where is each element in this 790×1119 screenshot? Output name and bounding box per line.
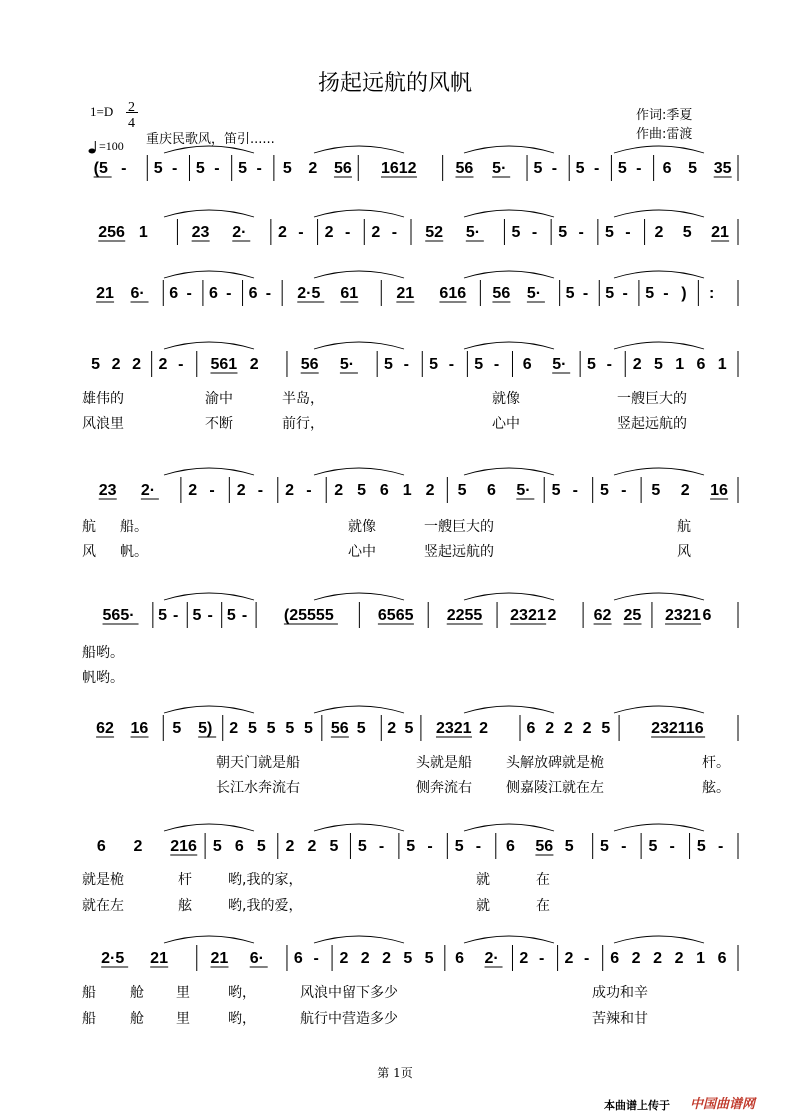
note: 5 — [172, 720, 182, 737]
note: (5 — [93, 160, 108, 177]
note: 23 — [98, 482, 117, 499]
lyric-line: 就是桅 — [82, 872, 124, 888]
note: 2 — [653, 950, 663, 967]
slur-tie — [464, 342, 554, 349]
note: 2 — [632, 356, 642, 373]
slur-tie — [464, 271, 554, 278]
note: 2 — [334, 482, 344, 499]
lyric-line: 渝中 — [205, 391, 233, 407]
note: 5 — [604, 224, 614, 241]
note: 6 — [717, 950, 727, 967]
note: 2· — [232, 224, 247, 241]
note: - — [403, 356, 409, 373]
site-logo: 中国曲谱网 — [690, 1097, 756, 1112]
lyric-line: 里 — [176, 1011, 190, 1027]
lyric-line: 竖起远航的 — [617, 416, 687, 432]
note: 5 — [384, 356, 393, 373]
note: 5 — [424, 950, 434, 967]
note: 2255 — [446, 607, 483, 624]
note: 5 — [645, 285, 655, 302]
note: - — [475, 838, 482, 855]
note: 2 — [229, 720, 239, 737]
note: : — [709, 285, 715, 302]
style-note: 重庆民歌风，笛引...... — [146, 132, 275, 147]
note: - — [298, 224, 304, 241]
note: 6 — [293, 950, 303, 967]
note: 6 — [662, 160, 672, 177]
note: 2 — [563, 720, 573, 737]
note: 5 — [688, 160, 698, 177]
note: 2 — [371, 224, 381, 241]
note: 6 — [702, 607, 712, 624]
slur-tie — [314, 824, 404, 831]
note: 2321 — [435, 720, 472, 737]
note: 5 — [653, 356, 663, 373]
slur-tie — [614, 593, 704, 600]
note: 5 — [192, 607, 202, 624]
note: 565· — [102, 607, 135, 624]
slur-tie — [614, 342, 704, 349]
note: 6 — [208, 285, 218, 302]
note: 2 — [425, 482, 435, 499]
lyric-line: 哟， — [228, 985, 256, 1001]
note: 1 — [696, 950, 706, 967]
note: 6 — [169, 285, 179, 302]
note: 2 — [285, 838, 295, 855]
note: 2 — [307, 838, 317, 855]
note: 5 — [617, 160, 627, 177]
note: - — [584, 950, 590, 967]
slur-tie — [464, 210, 554, 217]
note: 5 — [575, 160, 585, 177]
note: 2 — [631, 950, 641, 967]
note: 2321 — [510, 607, 546, 624]
lyric-line: 长江水奔流右 — [216, 780, 300, 796]
note: 5 — [329, 838, 339, 855]
lyric-line: 哟,我的爱， — [228, 898, 303, 914]
tempo-marking: =100 — [99, 139, 124, 153]
note: - — [178, 356, 184, 373]
note: 6 — [526, 720, 536, 737]
note: 1612 — [380, 160, 417, 177]
note: - — [121, 160, 127, 177]
slur-tie — [614, 210, 704, 217]
lyric-line: 哟， — [228, 1011, 256, 1027]
note: 5 — [404, 720, 414, 737]
slur-tie — [464, 706, 554, 713]
note: - — [538, 950, 545, 967]
note: 5 — [511, 224, 521, 241]
note: 5 — [605, 285, 615, 302]
note: 5 — [696, 838, 706, 855]
slur-tie — [464, 468, 554, 475]
lyric-line: 风浪中留下多少 — [300, 985, 398, 1001]
lyric-line: 半岛， — [282, 391, 324, 407]
note: 5· — [465, 224, 481, 241]
note: 2 — [249, 356, 259, 373]
slur-tie — [314, 271, 404, 278]
note: 5 — [256, 838, 266, 855]
slur-tie — [314, 936, 404, 943]
note: 2 — [654, 224, 664, 241]
lyric-line: 一艘巨大的 — [424, 519, 494, 535]
note: 2 — [382, 950, 391, 967]
note: 1 — [675, 356, 685, 373]
note: - — [448, 356, 455, 373]
note: 5 — [403, 950, 413, 967]
note: 5 — [247, 720, 257, 737]
note: 56 — [300, 356, 319, 373]
note: - — [593, 160, 600, 177]
note: 2 — [564, 950, 574, 967]
note: 2 — [236, 482, 246, 499]
slur-tie — [314, 593, 404, 600]
slur-tie — [164, 210, 254, 217]
lyric-line: 就 — [476, 872, 490, 888]
lyric-line: 哟,我的家， — [228, 872, 303, 888]
note: - — [209, 482, 215, 499]
note: 6 — [455, 950, 465, 967]
note: 56 — [455, 160, 474, 177]
lyric-line: 就像 — [348, 519, 376, 535]
lyric-line: 头解放碑就是桅 — [506, 755, 604, 771]
note: - — [378, 838, 385, 855]
note: 2 — [582, 720, 592, 737]
note: 62 — [96, 720, 114, 737]
note: - — [582, 285, 589, 302]
note: 5 — [601, 720, 611, 737]
note: 2 — [360, 950, 370, 967]
lyric-line: 船 — [82, 1011, 96, 1027]
note: 61 — [340, 285, 359, 302]
note: - — [173, 607, 179, 624]
note: 6 — [696, 356, 706, 373]
note: 5· — [492, 160, 507, 177]
lyric-line: 风 — [677, 544, 691, 560]
note: 5 — [212, 838, 222, 855]
note: 232116 — [651, 720, 704, 737]
lyric-line: 就像 — [492, 391, 520, 407]
note: 5 — [587, 356, 596, 373]
note: 23 — [191, 224, 210, 241]
note: 2 — [339, 950, 349, 967]
note: 2 — [547, 607, 557, 624]
note: - — [214, 160, 220, 177]
lyric-line: 帆。 — [120, 544, 148, 560]
note: 6565 — [377, 607, 414, 624]
lyric-line: 杆。 — [702, 755, 730, 771]
lyric-line: 风 — [82, 544, 96, 560]
note: 5· — [339, 356, 355, 373]
note: 5 — [304, 720, 313, 737]
note: 2 — [545, 720, 555, 737]
note: - — [621, 838, 627, 855]
note: - — [391, 224, 398, 241]
note: 5 — [226, 607, 236, 624]
slur-tie — [314, 210, 404, 217]
note: 35 — [713, 160, 732, 177]
lyric-line: 心中 — [492, 416, 520, 432]
lyric-line: 帆哟。 — [82, 670, 124, 686]
note: 56 — [330, 720, 349, 737]
note: 6· — [130, 285, 145, 302]
time-signature-bottom: 4 — [128, 116, 135, 131]
slur-tie — [164, 468, 254, 475]
note: 5 — [558, 224, 568, 241]
lyric-line: 朝天门就是船 — [216, 755, 300, 771]
note: - — [256, 160, 262, 177]
slur-tie — [164, 342, 254, 349]
lyric-line: 不断 — [205, 416, 233, 432]
note: 2· — [484, 950, 499, 967]
lyric-line: 船。 — [120, 519, 148, 535]
note: 2 — [324, 224, 334, 241]
note: 616 — [439, 285, 467, 302]
note: - — [622, 285, 628, 302]
note: 5· — [526, 285, 542, 302]
composer-credit: 作曲:雷渡 — [636, 127, 693, 142]
note: - — [625, 224, 631, 241]
note: 21 — [96, 285, 114, 302]
note: 2 — [158, 356, 168, 373]
note: 5 — [282, 160, 292, 177]
slur-tie — [164, 271, 254, 278]
note: 2 — [285, 482, 295, 499]
lyric-line: 航行中营造多少 — [300, 1011, 398, 1027]
note: 5 — [600, 838, 609, 855]
note: 2 — [519, 950, 529, 967]
note: - — [241, 607, 248, 624]
note: 5) — [198, 720, 213, 737]
lyric-line: 在 — [536, 872, 550, 888]
note: 2·5 — [297, 285, 321, 302]
note: 5 — [357, 838, 367, 855]
note: 5 — [238, 160, 248, 177]
lyric-line: 在 — [536, 898, 550, 914]
note: 5 — [356, 720, 366, 737]
note: - — [313, 950, 319, 967]
slur-tie — [614, 468, 704, 475]
note: 6 — [234, 838, 244, 855]
page-number: 第 1页 — [377, 1066, 413, 1080]
note: - — [493, 356, 500, 373]
slur-tie — [464, 936, 554, 943]
slur-tie — [314, 342, 404, 349]
upload-note: 本曲谱上传于 — [604, 1099, 670, 1112]
slur-tie — [614, 706, 704, 713]
note: 2 — [308, 160, 318, 177]
note: 5 — [429, 356, 439, 373]
note: 5· — [552, 356, 567, 373]
note: 25 — [623, 607, 642, 624]
note: 21 — [210, 950, 229, 967]
slur-tie — [164, 146, 254, 153]
note: 6 — [96, 838, 106, 855]
lyric-line: 舷 — [178, 898, 192, 914]
lyricist-credit: 作词:季夏 — [636, 108, 693, 123]
lyric-line: 船哟。 — [82, 645, 124, 661]
time-signature-top: 2 — [128, 100, 135, 115]
note: 2· — [140, 482, 156, 499]
note: 2 — [277, 224, 287, 241]
note: 6 — [506, 838, 515, 855]
note: - — [669, 838, 675, 855]
note: 6 — [486, 482, 496, 499]
note: 2·5 — [101, 950, 125, 967]
note: 5 — [454, 838, 464, 855]
lyric-line: 成功和辛 — [592, 985, 648, 1001]
note: 6 — [248, 285, 258, 302]
lyric-line: 头就是船 — [416, 755, 472, 771]
note: 5 — [564, 838, 574, 855]
key-signature: 1=D — [90, 104, 114, 119]
note: 2 — [674, 950, 684, 967]
slur-tie — [614, 936, 704, 943]
note: 5 — [457, 482, 467, 499]
lyric-line: 舱 — [130, 985, 144, 1001]
note: 5 — [600, 482, 609, 499]
note: 21 — [396, 285, 415, 302]
lyric-line: 航 — [677, 519, 691, 535]
slur-tie — [164, 706, 254, 713]
note: - — [531, 224, 538, 241]
note: 1 — [402, 482, 412, 499]
note: 5 — [91, 356, 101, 373]
note: 16 — [130, 720, 149, 737]
note: 256 — [98, 224, 125, 241]
note: 5 — [158, 607, 167, 624]
note: 2 — [188, 482, 198, 499]
note: 56 — [492, 285, 511, 302]
lyric-line: 侧嘉陵江就在左 — [506, 780, 604, 796]
note: 5 — [406, 838, 416, 855]
note: 2321 — [665, 607, 701, 624]
note: 5 — [266, 720, 276, 737]
slur-tie — [314, 706, 404, 713]
note: - — [551, 160, 558, 177]
lyric-line: 船 — [82, 985, 96, 1001]
note: 21 — [711, 224, 729, 241]
slur-tie — [464, 593, 554, 600]
note: - — [621, 482, 627, 499]
slur-tie — [464, 146, 554, 153]
note: 216 — [170, 838, 197, 855]
note: 2 — [111, 356, 121, 373]
lyric-line: 侧奔流右 — [416, 780, 472, 796]
slur-tie — [164, 593, 254, 600]
note: 56 — [333, 160, 352, 177]
lyric-line: 就在左 — [82, 898, 124, 914]
note: 6 — [379, 482, 389, 499]
note: - — [265, 285, 272, 302]
slur-tie — [614, 146, 704, 153]
note: 2 — [133, 838, 143, 855]
note: 16 — [710, 482, 728, 499]
note: 2 — [479, 720, 488, 737]
slur-tie — [164, 936, 254, 943]
note: - — [207, 607, 213, 624]
note: 5 — [551, 482, 561, 499]
note: - — [717, 838, 724, 855]
note: - — [572, 482, 578, 499]
note: - — [172, 160, 178, 177]
note: - — [578, 224, 584, 241]
note: 2 — [387, 720, 397, 737]
note: 6 — [522, 356, 532, 373]
note: - — [306, 482, 312, 499]
note: 5· — [516, 482, 531, 499]
note: 561 — [210, 356, 238, 373]
note: 56 — [535, 838, 554, 855]
slur-tie — [614, 271, 704, 278]
note: 1 — [138, 224, 148, 241]
note: - — [344, 224, 351, 241]
song-title: 扬起远航的风帆 — [317, 71, 472, 96]
note: 5 — [682, 224, 692, 241]
note: - — [427, 838, 433, 855]
note: 52 — [425, 224, 444, 241]
note: 5 — [533, 160, 543, 177]
note: 6· — [249, 950, 264, 967]
note: 5 — [357, 482, 366, 499]
note: - — [257, 482, 264, 499]
lyric-line: 杆 — [178, 872, 192, 888]
note: (25555 — [283, 607, 334, 624]
note: - — [226, 285, 232, 302]
note: 5 — [651, 482, 661, 499]
lyric-line: 竖起远航的 — [424, 544, 494, 560]
lyric-line: 雄伟的 — [82, 391, 124, 407]
note: 2 — [132, 356, 142, 373]
note: 62 — [593, 607, 612, 624]
lyric-line: 里 — [176, 985, 190, 1001]
note: 5 — [648, 838, 658, 855]
note: 6 — [610, 950, 620, 967]
lyric-line: 舱 — [130, 1011, 144, 1027]
note: 21 — [150, 950, 168, 967]
note: 5 — [474, 356, 484, 373]
slur-tie — [314, 468, 404, 475]
note: 5 — [285, 720, 295, 737]
slur-tie — [614, 824, 704, 831]
note: - — [186, 285, 192, 302]
slur-tie — [314, 146, 404, 153]
slur-tie — [164, 824, 254, 831]
lyric-line: 航 — [82, 519, 96, 535]
lyric-line: 心中 — [348, 544, 376, 560]
lyric-line: 一艘巨大的 — [617, 391, 687, 407]
note: 5 — [565, 285, 575, 302]
note: - — [663, 285, 669, 302]
slur-tie — [464, 824, 554, 831]
note: ) — [681, 285, 687, 302]
note: - — [606, 356, 612, 373]
lyric-line: 就 — [476, 898, 490, 914]
note: - — [636, 160, 642, 177]
lyric-line: 风浪里 — [82, 416, 124, 432]
note: 5 — [153, 160, 163, 177]
lyric-line: 苦辣和甘 — [592, 1011, 648, 1027]
lyric-line: 前行， — [282, 416, 324, 432]
note: 5 — [195, 160, 205, 177]
note: 1 — [717, 356, 727, 373]
lyric-line: 舷。 — [702, 780, 730, 796]
note: 2 — [680, 482, 690, 499]
